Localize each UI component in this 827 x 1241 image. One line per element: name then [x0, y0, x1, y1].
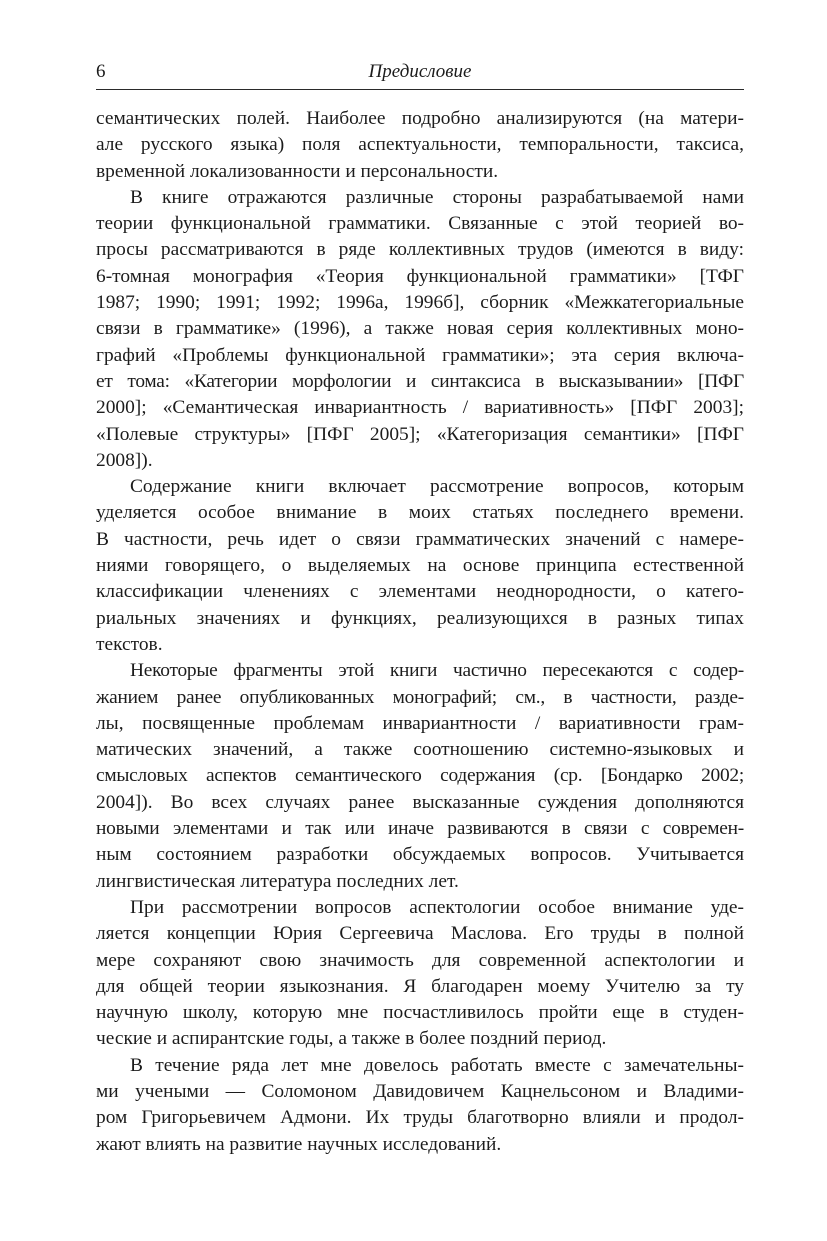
text-line: классификации членениях с элементами неоднородности, о катего-: [96, 581, 744, 603]
text-line: 2000]; «Семантическая инвариантность / вариативность» [ПФГ 2003];: [96, 397, 744, 419]
text-line: ниями говорящего, о выделяемых на основе принципа естественной: [96, 555, 744, 577]
section-title: Предисловие: [368, 61, 472, 82]
text-line: матических значений, а также соотношению системно-языковых и: [96, 739, 744, 761]
text-line: 1987; 1990; 1991; 1992; 1996а, 1996б], сборник «Межкатегориальные: [96, 292, 744, 314]
text-line: текстов.: [96, 633, 163, 655]
paragraph-2: [96, 185, 744, 474]
text-line: ми учеными — Соломоном Давидовичем Кацнельсоном и Владими-: [96, 1080, 744, 1102]
text-line: семантических полей. Наиболее подробно анализируются (на матери-: [96, 108, 744, 129]
paragraph-3: [96, 474, 744, 658]
page-number: 6: [96, 61, 106, 82]
text-line: але русского языка) поля аспектуальности, темпоральности, таксиса,: [96, 134, 744, 156]
body-text: [96, 106, 744, 1158]
text-line: 2008]).: [96, 449, 153, 471]
text-line: Содержание книги включает рассмотрение вопросов, которым: [130, 476, 744, 498]
paragraph-4: [96, 658, 744, 895]
text-line: В книге отражаются различные стороны разрабатываемой нами: [130, 186, 744, 208]
text-line: просы рассматриваются в ряде коллективных трудов (имеются в виду:: [96, 239, 744, 261]
text-line: риальных значениях и функциях, реализующихся в разных типах: [96, 607, 744, 629]
text-line: ческие и аспирантские годы, а также в более поздний период.: [96, 1028, 607, 1050]
text-line: лингвистическая литература последних лет.: [96, 870, 459, 892]
text-line: смысловых аспектов семантического содержания (ср. [Бондарко 2002;: [96, 765, 744, 787]
text-line: жают влиять на развитие научных исследований.: [96, 1133, 502, 1155]
text-line: лы, посвященные проблемам инвариантности / вариативности грам-: [96, 712, 744, 734]
text-line: временной локализованности и персональности.: [96, 160, 499, 182]
text-line: 6-томная монография «Теория функциональной грамматики» [ТФГ: [96, 265, 744, 287]
paragraph-5: [96, 895, 744, 1053]
text-line: научную школу, которую мне посчастливилось пройти еще в студен-: [96, 1002, 744, 1024]
running-header: [96, 59, 744, 90]
paragraph-1: [96, 106, 744, 185]
text-line: новыми элементами и так или иначе развиваются в связи с современ-: [96, 818, 744, 840]
text-line: 2004]). Во всех случаях ранее высказанные суждения дополняются: [96, 791, 744, 813]
text-line: графий «Проблемы функциональной грамматики»; эта серия включа-: [96, 344, 744, 366]
text-line: жанием ранее опубликованных монографий; см., в частности, разде-: [96, 686, 744, 708]
paragraph-6: [96, 1053, 744, 1158]
text-line: ром Григорьевичем Адмони. Их труды благотворно влияли и продол-: [96, 1107, 744, 1129]
text-line: «Полевые структуры» [ПФГ 2005]; «Категоризация семантики» [ПФГ: [96, 423, 744, 445]
text-line: теории функциональной грамматики. Связанные с этой теорией во-: [96, 213, 744, 235]
text-line: В частности, речь идет о связи грамматических значений с намере-: [96, 528, 744, 550]
text-line: мере сохраняют свою значимость для современной аспектологии и: [96, 949, 744, 971]
text-line: При рассмотрении вопросов аспектологии особое внимание уде-: [130, 896, 744, 918]
text-line: ным состоянием разработки обсуждаемых вопросов. Учитывается: [96, 844, 744, 866]
text-line: уделяется особое внимание в моих статьях последнего времени.: [96, 502, 744, 524]
text-line: для общей теории языкознания. Я благодарен моему Учителю за ту: [96, 975, 744, 997]
text-line: ляется концепции Юрия Сергеевича Маслова. Его труды в полной: [96, 923, 744, 945]
text-line: Некоторые фрагменты этой книги частично пересекаются с содер-: [130, 660, 744, 682]
text-line: связи в грамматике» (1996), а также новая серия коллективных моно-: [96, 318, 744, 340]
text-line: В течение ряда лет мне довелось работать вместе с замечательны-: [130, 1054, 744, 1076]
text-line: ет тома: «Категории морфологии и синтаксиса в высказывании» [ПФГ: [96, 370, 744, 392]
